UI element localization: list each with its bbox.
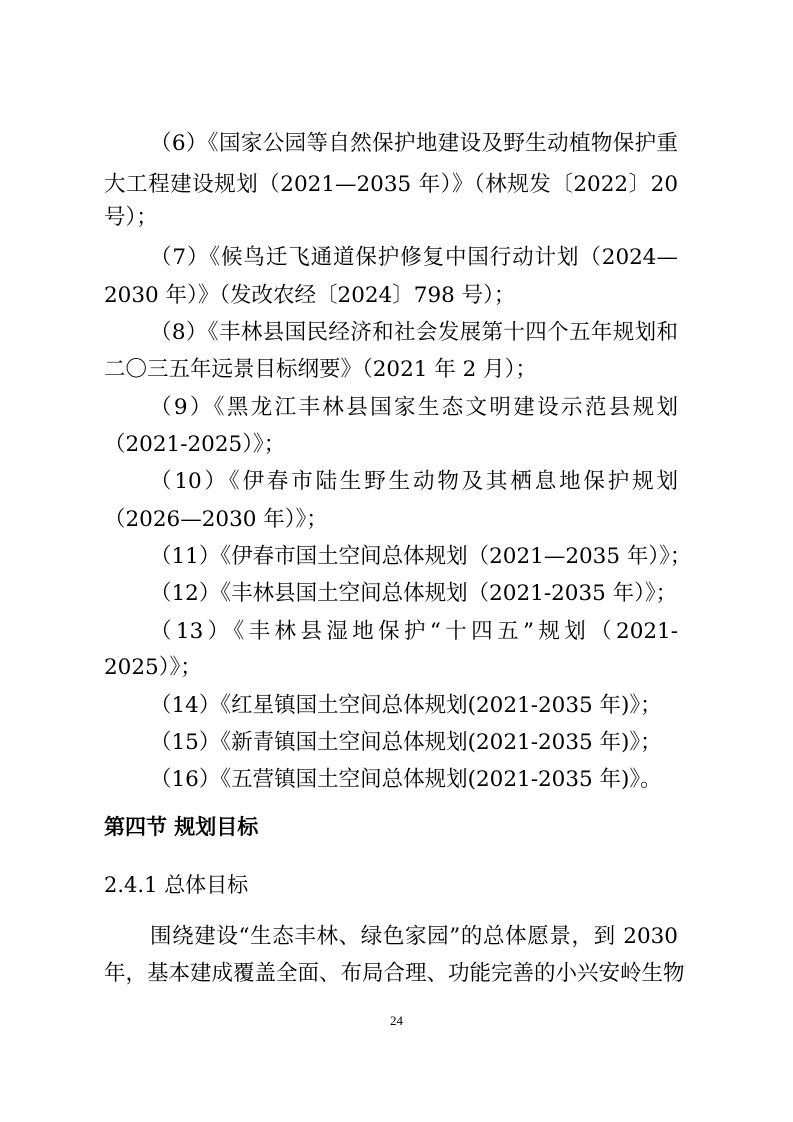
reference-item-14: （14）《红星镇国土空间总体规划(2021-2035 年)》； <box>150 693 662 718</box>
reference-item-6-line-1: （6）《国家公园等自然保护地建设及野生动植物保护重 <box>150 131 678 156</box>
reference-item-13-line-2: 2025）》； <box>104 655 202 680</box>
reference-item-9-line-1: （9）《黑龙江丰林县国家生态文明建设示范县规划 <box>150 395 678 420</box>
reference-item-8-line-2: 二〇三五年远景目标纲要》（2021 年 2 月）； <box>104 357 537 382</box>
reference-item-15: （15）《新青镇国土空间总体规划(2021-2035 年)》； <box>150 730 662 755</box>
reference-item-11: （11）《伊春市国土空间总体规划（2021—2035 年）》； <box>150 544 692 569</box>
reference-item-10-line-1: （10）《伊春市陆生野生动物及其栖息地保护规划 <box>150 469 678 494</box>
reference-item-6-line-2: 大工程建设规划（2021—2035 年）》（林规发〔2022〕20 <box>104 172 678 197</box>
reference-item-16: （16）《五营镇国土空间总体规划(2021-2035 年)》。 <box>150 767 662 792</box>
reference-item-7-line-1: （7）《候鸟迁飞通道保护修复中国行动计划（2024— <box>150 245 678 270</box>
subsection-heading: 2.4.1 总体目标 <box>104 873 249 897</box>
body-paragraph-line-2: 年，基本建成覆盖全面、布局合理、功能完善的小兴安岭生物 <box>104 961 685 986</box>
reference-item-6-line-3: 号）； <box>104 205 158 230</box>
section-heading: 第四节 规划目标 <box>104 815 259 839</box>
reference-item-13-line-1: （13）《丰林县湿地保护“十四五”规划（2021- <box>150 619 678 644</box>
reference-item-8-line-1: （8）《丰林县国民经济和社会发展第十四个五年规划和 <box>150 320 678 345</box>
reference-item-7-line-2: 2030 年）》（发改农经〔2024〕798 号）； <box>104 283 516 308</box>
body-paragraph-line-1: 围绕建设“生态丰林、绿色家园”的总体愿景，到 2030 <box>150 924 678 949</box>
reference-item-9-line-2: （2021-2025）》； <box>104 432 286 457</box>
reference-item-10-line-2: （2026—2030 年）》； <box>104 507 328 532</box>
page-number: 24 <box>390 1013 403 1028</box>
reference-item-12: （12）《丰林县国土空间总体规划（2021-2035 年）》； <box>150 581 678 606</box>
